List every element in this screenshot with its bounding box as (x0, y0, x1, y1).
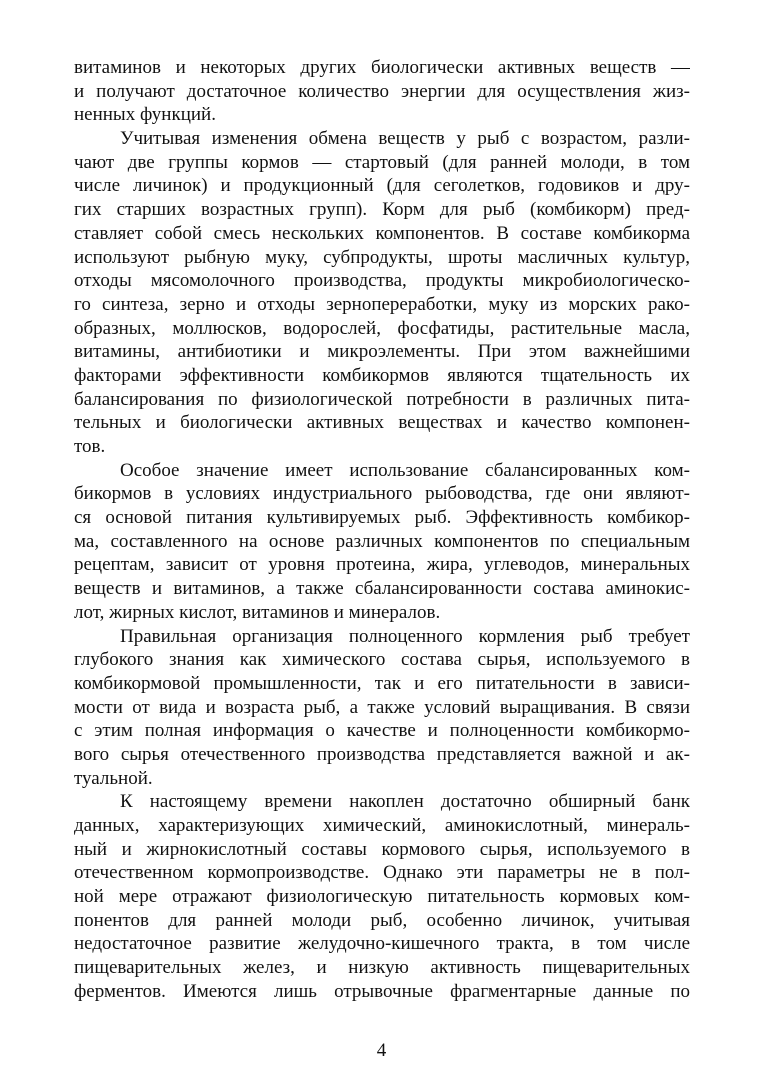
text-line: веществ и витаминов, а также сбалансированности состава аминокис- (74, 578, 690, 600)
text-line: и получают достаточное количество энергии для осуществления жиз- (74, 80, 690, 102)
text-line: ся основой питания культивируемых рыб. Эффективность комбикор- (74, 507, 690, 529)
text-line: К настоящему времени накоплен достаточно обширный банк (120, 791, 690, 813)
paragraph (74, 790, 690, 1003)
text-line: туальной. (74, 767, 153, 789)
text-line: с этим полная информация о качестве и полноценности комбикормо- (74, 720, 690, 742)
text-line: мости от вида и возраста рыб, а также условий выращивания. В связи (74, 696, 690, 718)
text-line: тельных и биологически активных веществах и качество компонен- (74, 412, 690, 434)
text-line: глубокого знания как химического состава сырья, используемого в (74, 649, 690, 671)
text-line: Учитывая изменения обмена веществ у рыб с возрастом, разли- (120, 128, 690, 150)
paragraph (74, 127, 690, 459)
text-line: бикормов в условиях индустриального рыбоводства, где они являют- (74, 483, 690, 505)
text-line: числе личинок) и продукционный (для сеголетков, годовиков и дру- (74, 175, 690, 197)
text-line: витамины, антибиотики и микроэлементы. При этом важнейшими (74, 341, 690, 363)
text-line: данных, характеризующих химический, аминокислотный, минераль- (74, 815, 690, 836)
paragraph (74, 56, 690, 127)
paragraph (74, 459, 690, 625)
text-line: отечественном кормопроизводстве. Однако эти параметры не в пол- (74, 862, 690, 884)
text-line: образных, моллюсков, водорослей, фосфатиды, растительные масла, (74, 317, 690, 339)
text-line: ной мере отражают физиологическую питательность кормовых ком- (74, 886, 690, 908)
text-line: Особое значение имеет использование сбалансированных ком- (120, 459, 690, 481)
paragraph (74, 625, 690, 791)
text-line: рецептам, зависит от уровня протеина, жира, углеводов, минеральных (74, 554, 690, 576)
text-line: недостаточное развитие желудочно-кишечного тракта, в том числе (74, 933, 690, 955)
text-line: го синтеза, зерно и отходы зернопереработки, муку из морских рако- (74, 293, 690, 315)
text-line: лот, жирных кислот, витаминов и минералов. (74, 601, 441, 623)
text-line: витаминов и некоторых других биологически активных веществ — (74, 57, 690, 78)
text-line: гих старших возрастных групп). Корм для рыб (комбикорм) пред- (74, 199, 690, 221)
text-line: комбикормовой промышленности, так и его питательности в зависи- (74, 672, 690, 694)
text-line: ферментов. Имеются лишь отрывочные фрагментарные данные по (74, 980, 690, 1002)
text-line: ставляет собой смесь нескольких компонентов. В составе комбикорма (74, 222, 690, 244)
document-body (74, 56, 690, 1004)
text-line: используют рыбную муку, субпродукты, шроты масличных культур, (74, 246, 690, 268)
text-line: понентов для ранней молоди рыб, особенно личинок, учитывая (74, 909, 690, 931)
text-line: отходы мясомолочного производства, продукты микробиологическо- (74, 270, 690, 292)
text-line: Правильная организация полноценного кормления рыб требует (120, 625, 690, 647)
text-line: тов. (74, 436, 106, 457)
text-line: ма, составленного на основе различных компонентов по специальным (74, 530, 690, 552)
page-number: 4 (376, 1040, 387, 1061)
text-line: ненных функций. (74, 104, 216, 126)
text-line: балансирования по физиологической потребности в различных пита- (74, 388, 690, 410)
text-line: ный и жирнокислотный составы кормового сырья, используемого в (74, 838, 690, 860)
text-line: вого сырья отечественного производства представляется важной и ак- (74, 743, 690, 765)
text-line: факторами эффективности комбикормов являются тщательность их (74, 364, 690, 386)
text-line: пищеварительных желез, и низкую активность пищеварительных (74, 957, 690, 979)
text-line: чают две группы кормов — стартовый (для ранней молоди, в том (74, 151, 690, 173)
